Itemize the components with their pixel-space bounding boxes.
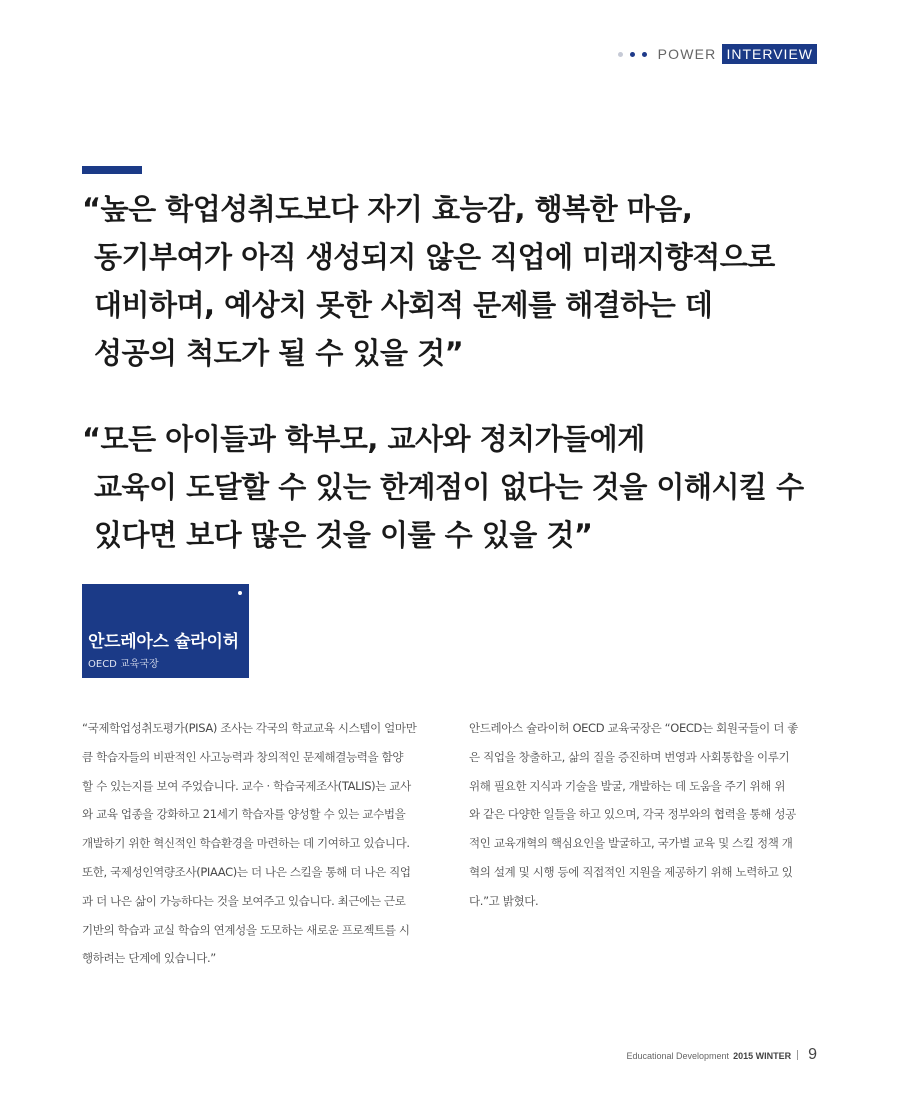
body-column-right [469, 714, 817, 916]
quote-line: 교육이 도달할 수 있는 한계점이 없다는 것을 이해시킬 수 [94, 470, 804, 504]
header-dot-icon [630, 52, 635, 57]
footer-season: 2015 WINTER [733, 1051, 792, 1061]
body-line: 행하려는 단계에 있습니다.” [82, 951, 216, 966]
footer-divider [797, 1050, 798, 1060]
body-line: 개발하기 위한 혁신적인 학습환경을 마련하는 데 기여하고 있습니다. [82, 836, 410, 851]
header-dot-icon [618, 52, 623, 57]
body-line: 다.”고 밝혔다. [469, 893, 539, 908]
pull-quote-1 [82, 185, 775, 377]
body-line: “국제학업성취도평가(PISA) 조사는 각국의 학교교육 시스템이 얼마만 [82, 721, 417, 735]
profile-title: OECD 교육국장 [88, 659, 159, 670]
body-column-left [82, 714, 430, 973]
body-line: 적인 교육개혁의 핵심요인을 발굴하고, 국가별 교육 및 스킬 정책 개 [469, 836, 793, 851]
page-footer [626, 1046, 817, 1064]
page-number: 9 [808, 1046, 817, 1063]
body-line: 와 같은 다양한 일들을 하고 있으며, 각국 정부와의 협력을 통해 성공 [469, 807, 796, 822]
accent-bar [82, 166, 142, 174]
footer-publication: Educational Development [626, 1051, 730, 1061]
profile-name: 안드레아스 슐라이허 [88, 632, 239, 652]
quote-line: 있다면 보다 많은 것을 이룰 수 있을 것” [94, 518, 593, 552]
body-line: 은 직업을 창출하고, 삶의 질을 증진하며 번영과 사회통합을 이루기 [469, 749, 790, 764]
quote-line: 성공의 척도가 될 수 있을 것” [94, 336, 464, 370]
header-section-label: POWER [657, 46, 717, 62]
body-line: 위해 필요한 지식과 기술을 발굴, 개발하는 데 도움을 주기 위해 위 [469, 778, 786, 793]
section-header [618, 44, 817, 64]
profile-card [82, 584, 249, 678]
header-tag-label: INTERVIEW [722, 44, 817, 64]
card-dot-icon [238, 591, 242, 595]
pull-quote-2 [82, 415, 804, 559]
body-line: 할 수 있는지를 보여 주었습니다. 교수 · 학습국제조사(TALIS)는 교사 [82, 778, 411, 793]
body-line: 과 더 나은 삶이 가능하다는 것을 보여주고 있습니다. 최근에는 근로 [82, 893, 406, 908]
quote-line: “높은 학업성취도보다 자기 효능감, 행복한 마음, [82, 192, 693, 226]
quote-line: 동기부여가 아직 생성되지 않은 직업에 미래지향적으로 [94, 240, 775, 274]
body-line: 와 교육 업종을 강화하고 21세기 학습자를 양성할 수 있는 교수법을 [82, 807, 406, 822]
quote-line: “모든 아이들과 학부모, 교사와 정치가들에게 [82, 422, 645, 456]
header-dot-icon [642, 52, 647, 57]
quote-line: 대비하며, 예상치 못한 사회적 문제를 해결하는 데 [94, 288, 713, 322]
body-line: 혁의 설계 및 시행 등에 직접적인 지원을 제공하기 위해 노력하고 있 [469, 864, 793, 879]
body-line: 안드레아스 슐라이허 OECD 교육국장은 “OECD는 회원국들이 더 좋 [469, 721, 799, 735]
body-line: 큼 학습자들의 비판적인 사고능력과 창의적인 문제해결능력을 함양 [82, 749, 404, 764]
body-line: 기반의 학습과 교실 학습의 연계성을 도모하는 새로운 프로젝트를 시 [82, 922, 410, 937]
body-line: 또한, 국제성인역량조사(PIAAC)는 더 나은 스킬을 통해 더 나은 직업 [82, 864, 411, 879]
